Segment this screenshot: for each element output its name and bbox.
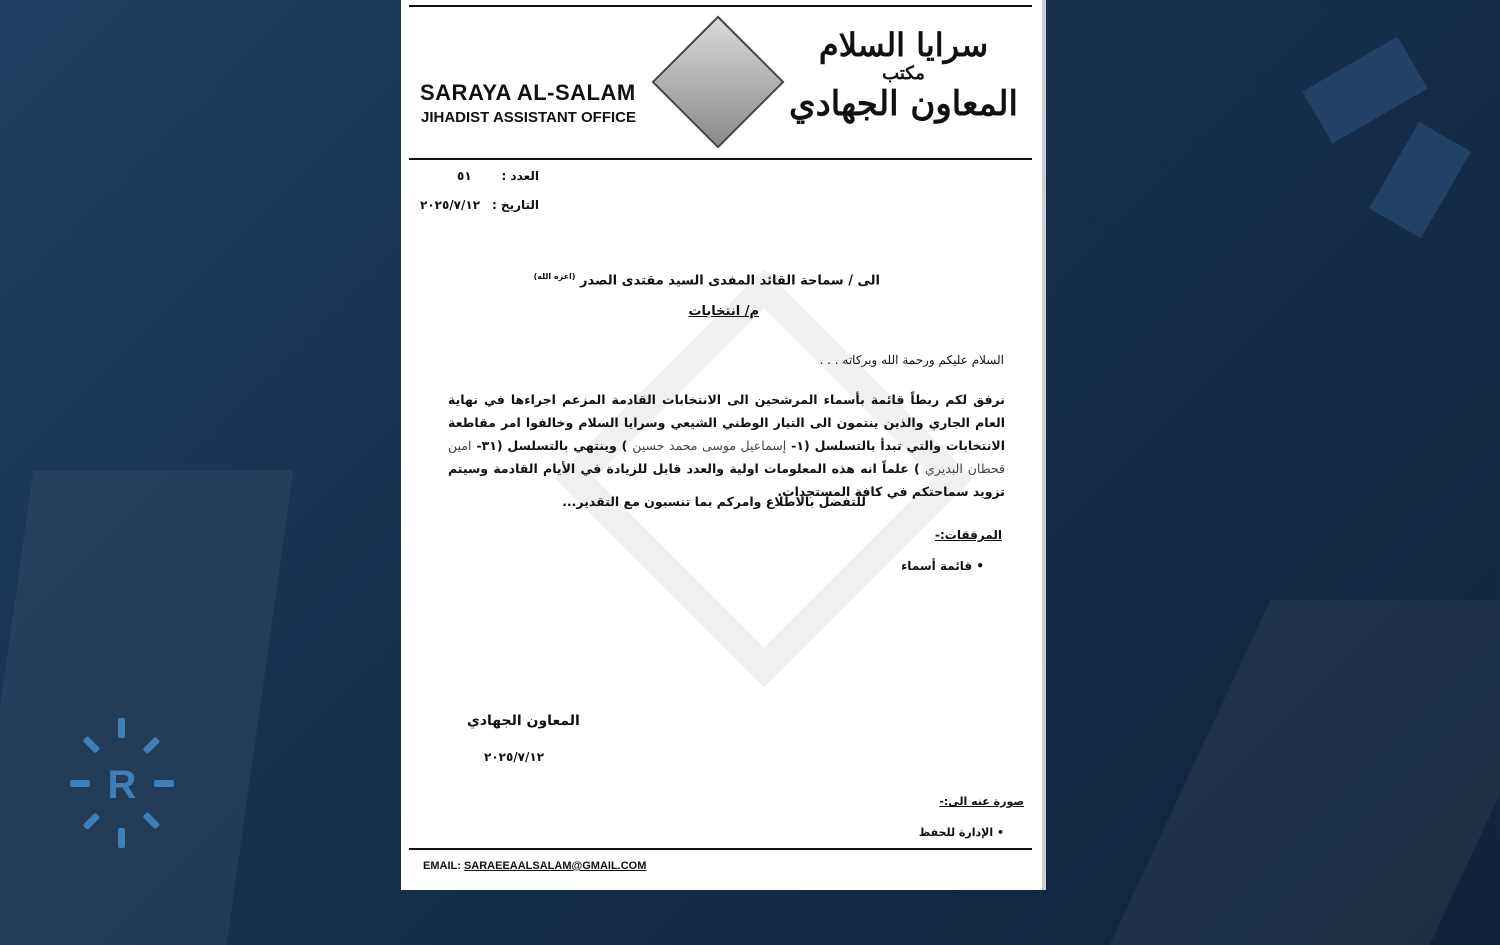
last-candidate-name: امين قحطان البديري [448,438,1005,476]
closing: للتفضل بالاطلاع وامركم بما تنسبون مع التقدير... [562,494,866,509]
rudaw-logo-icon [70,718,174,848]
attachments-label: المرفقات:- [935,528,1002,542]
addressee [534,272,880,288]
date-label: التاريخ : [491,198,539,212]
footer-email [423,860,646,872]
footer-rule [409,848,1032,850]
page-edge [1042,0,1046,890]
background-shape [1369,122,1471,239]
greeting: السلام عليكم ورحمة الله وبركاته . . . [819,353,1004,367]
addressee-honorific: (اعزه الله) [533,272,576,281]
number-label: العدد : [501,169,539,183]
number-value: ٥١ [457,169,472,183]
date-value: ٢٠٢٥/٧/١٢ [420,198,481,212]
background-shape [1110,600,1500,945]
body-text: ) علماً انه هذه المعلومات اولية والعدد قابل للزيادة في الأيام القادمة وسيتم تزويد سماحتكم في كافة المستجدات. [448,461,1005,499]
header-rule [409,158,1032,160]
body-text: نرفق لكم ربطاً قائمة بأسماء المرشحين الى الانتخابات القادمة المزعم اجراءها في نهاية العام الجاري والذين ينتمون الى التيار الوطني الشيعي وسرايا السلام وخالفوا امر مقاطعة الانتخابات والتي تبدأ بالتسلسل (١- [448,392,1005,453]
cc-item: • الإدارة للحفظ [918,826,1004,839]
office-name-en: JIHADIST ASSISTANT OFFICE [421,109,637,126]
first-candidate-name: إسماعيل موسى محمد حسين [632,438,787,453]
calligraphy-header [789,26,1018,124]
attachment-item: • قائمة أسماء [901,559,984,573]
email-link[interactable]: SARAEEAALSALAM@GMAIL.COM [463,860,647,872]
calligraphy-org: سرايا السلام [818,26,989,64]
top-rule [409,5,1032,7]
background-shape [0,470,293,945]
svg-text:R: R [107,763,137,807]
attachment-text: قائمة أسماء [901,559,973,573]
signatory: المعاون الجهادي [467,713,580,729]
calligraphy-title: المعاون الجهادي [789,84,1018,124]
background-shape [1302,37,1427,144]
calligraphy-office: مكتب [882,63,925,84]
org-name-en: SARAYA AL-SALAM [420,80,636,105]
dove-logo [652,16,785,149]
email-label: EMAIL: [423,860,461,872]
cc-text: الإدارة للحفظ [918,826,994,839]
signature-date: ٢٠٢٥/٧/١٢ [484,750,545,764]
cc-label: صورة عنه الى:- [939,795,1024,808]
addressee-text: الى / سماحة القائد المفدى السيد مقتدى الصدر [579,273,880,289]
document-page [401,0,1046,890]
body-text: ) وينتهي بالتسلسل (٣١- [476,438,628,453]
subject: م/ انتخابات [688,304,759,319]
letter-body [448,388,1005,503]
